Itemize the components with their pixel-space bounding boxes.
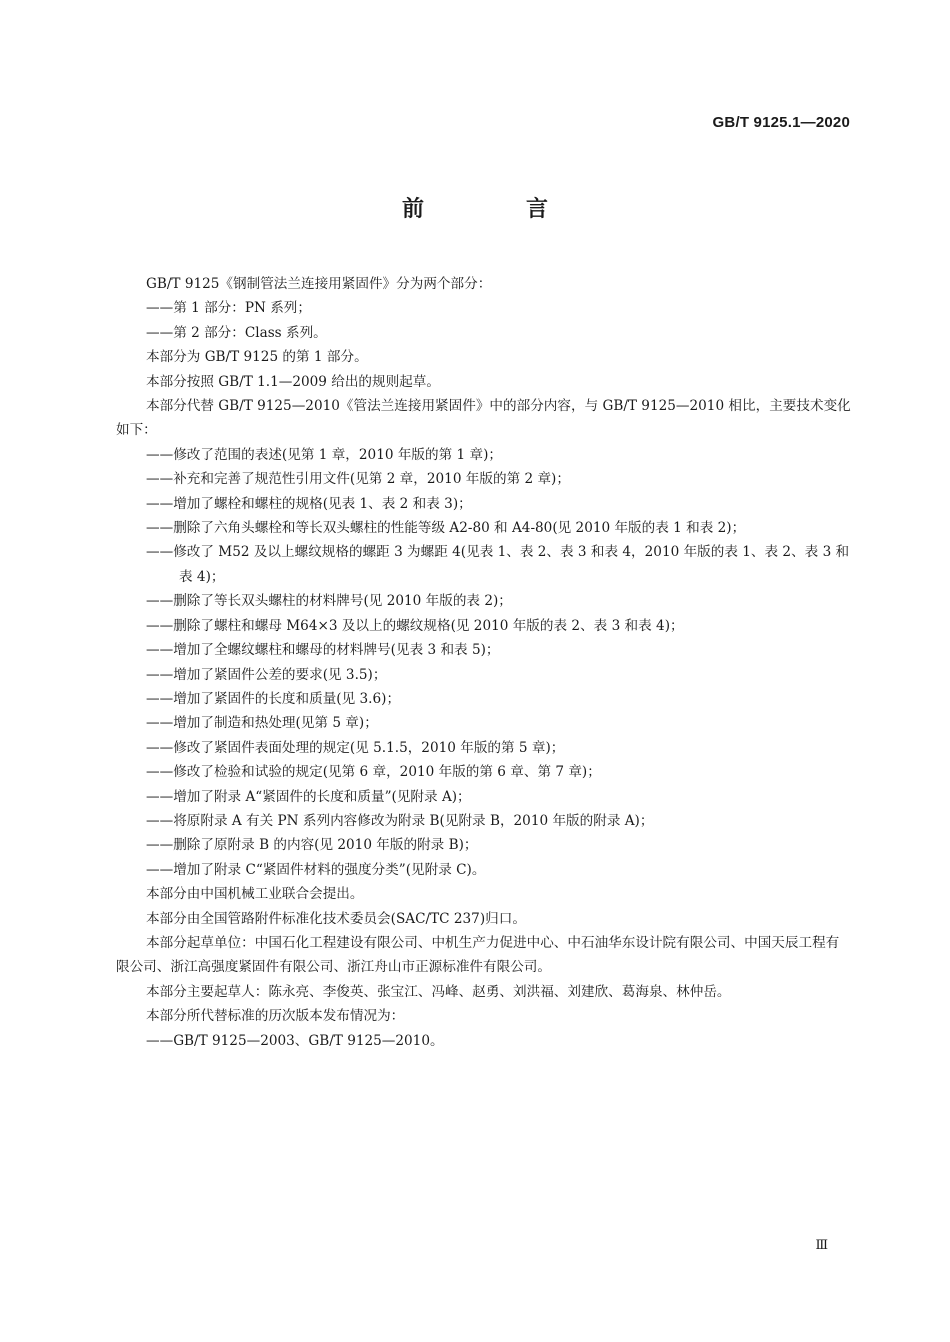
list-item: ——增加了紧固件的长度和质量(见 3.6)；: [146, 690, 401, 707]
list-item: ——删除了螺柱和螺母 M64×3 及以上的螺纹规格(见 2010 年版的表 2、表 3 和表 4)；: [146, 617, 684, 634]
foreword-body: [116, 272, 852, 1053]
paragraph: 本部分由中国机械工业联合会提出。: [146, 886, 364, 903]
list-item: ——删除了等长双头螺柱的材料牌号(见 2010 年版的表 2)；: [146, 593, 512, 610]
paragraph: 本部分起草单位：中国石化工程建设有限公司、中机生产力促进中心、中石油华东设计院有限公司、中国天辰工程有限公司、浙江高强度紧固件有限公司、浙江舟山市正源标准件有限公司。: [116, 934, 840, 976]
paragraph: 本部分代替 GB/T 9125—2010《管法兰连接用紧固件》中的部分内容，与 GB/T 9125—2010 相比，主要技术变化如下：: [116, 398, 851, 439]
page-number: Ⅲ: [815, 1238, 828, 1253]
list-item: ——第 1 部分：PN 系列；: [146, 300, 311, 317]
list-item: ——将原附录 A 有关 PN 系列内容修改为附录 B(见附录 B，2010 年版的附录 A)；: [146, 812, 654, 829]
paragraph: GB/T 9125《钢制管法兰连接用紧固件》分为两个部分：: [146, 276, 492, 292]
list-item: ——增加了制造和热处理(见第 5 章)；: [146, 715, 378, 732]
paragraph: 本部分所代替标准的历次版本发布情况为：: [146, 1008, 405, 1025]
list-item: ——GB/T 9125—2003、GB/T 9125—2010。: [146, 1032, 444, 1049]
list-item: ——删除了原附录 B 的内容(见 2010 年版的附录 B)；: [146, 837, 478, 854]
list-item: ——第 2 部分：Class 系列。: [146, 324, 327, 341]
list-item: ——修改了 M52 及以上螺纹规格的螺距 3 为螺距 4(见表 1、表 2、表 3 和表 4，2010 年版的表 1、表 2、表 3 和表 4)；: [146, 544, 850, 585]
list-item: ——增加了附录 C“紧固件材料的强度分类”(见附录 C)。: [146, 861, 486, 878]
paragraph: 本部分由全国管路附件标准化技术委员会(SAC/TC 237)归口。: [146, 910, 526, 927]
list-item: ——增加了附录 A“紧固件的长度和质量”(见附录 A)；: [146, 788, 471, 805]
list-item: ——修改了检验和试验的规定(见第 6 章，2010 年版的第 6 章、第 7 章)；: [146, 764, 601, 781]
standard-code: GB/T 9125.1—2020: [712, 114, 850, 131]
page-title: 前 言: [401, 197, 588, 222]
paragraph: 本部分按照 GB/T 1.1—2009 给出的规则起草。: [146, 373, 440, 390]
list-item: ——增加了全螺纹螺柱和螺母的材料牌号(见表 3 和表 5)；: [146, 642, 500, 659]
list-item: ——删除了六角头螺栓和等长双头螺柱的性能等级 A2-80 和 A4-80(见 2010 年版的表 1 和表 2)；: [146, 520, 746, 537]
list-item: ——补充和完善了规范性引用文件(见第 2 章，2010 年版的第 2 章)；: [146, 471, 570, 488]
paragraph: 本部分为 GB/T 9125 的第 1 部分。: [146, 349, 368, 366]
list-item: ——增加了紧固件公差的要求(见 3.5)；: [146, 666, 387, 683]
list-item: ——修改了范围的表述(见第 1 章，2010 年版的第 1 章)；: [146, 446, 502, 463]
paragraph: 本部分主要起草人：陈永亮、李俊英、张宝江、冯峰、赵勇、刘洪福、刘建欣、葛海泉、林仲岳。: [146, 983, 731, 1000]
list-item: ——增加了螺栓和螺柱的规格(见表 1、表 2 和表 3)；: [146, 495, 472, 512]
list-item: ——修改了紧固件表面处理的规定(见 5.1.5，2010 年版的第 5 章)；: [146, 739, 565, 756]
